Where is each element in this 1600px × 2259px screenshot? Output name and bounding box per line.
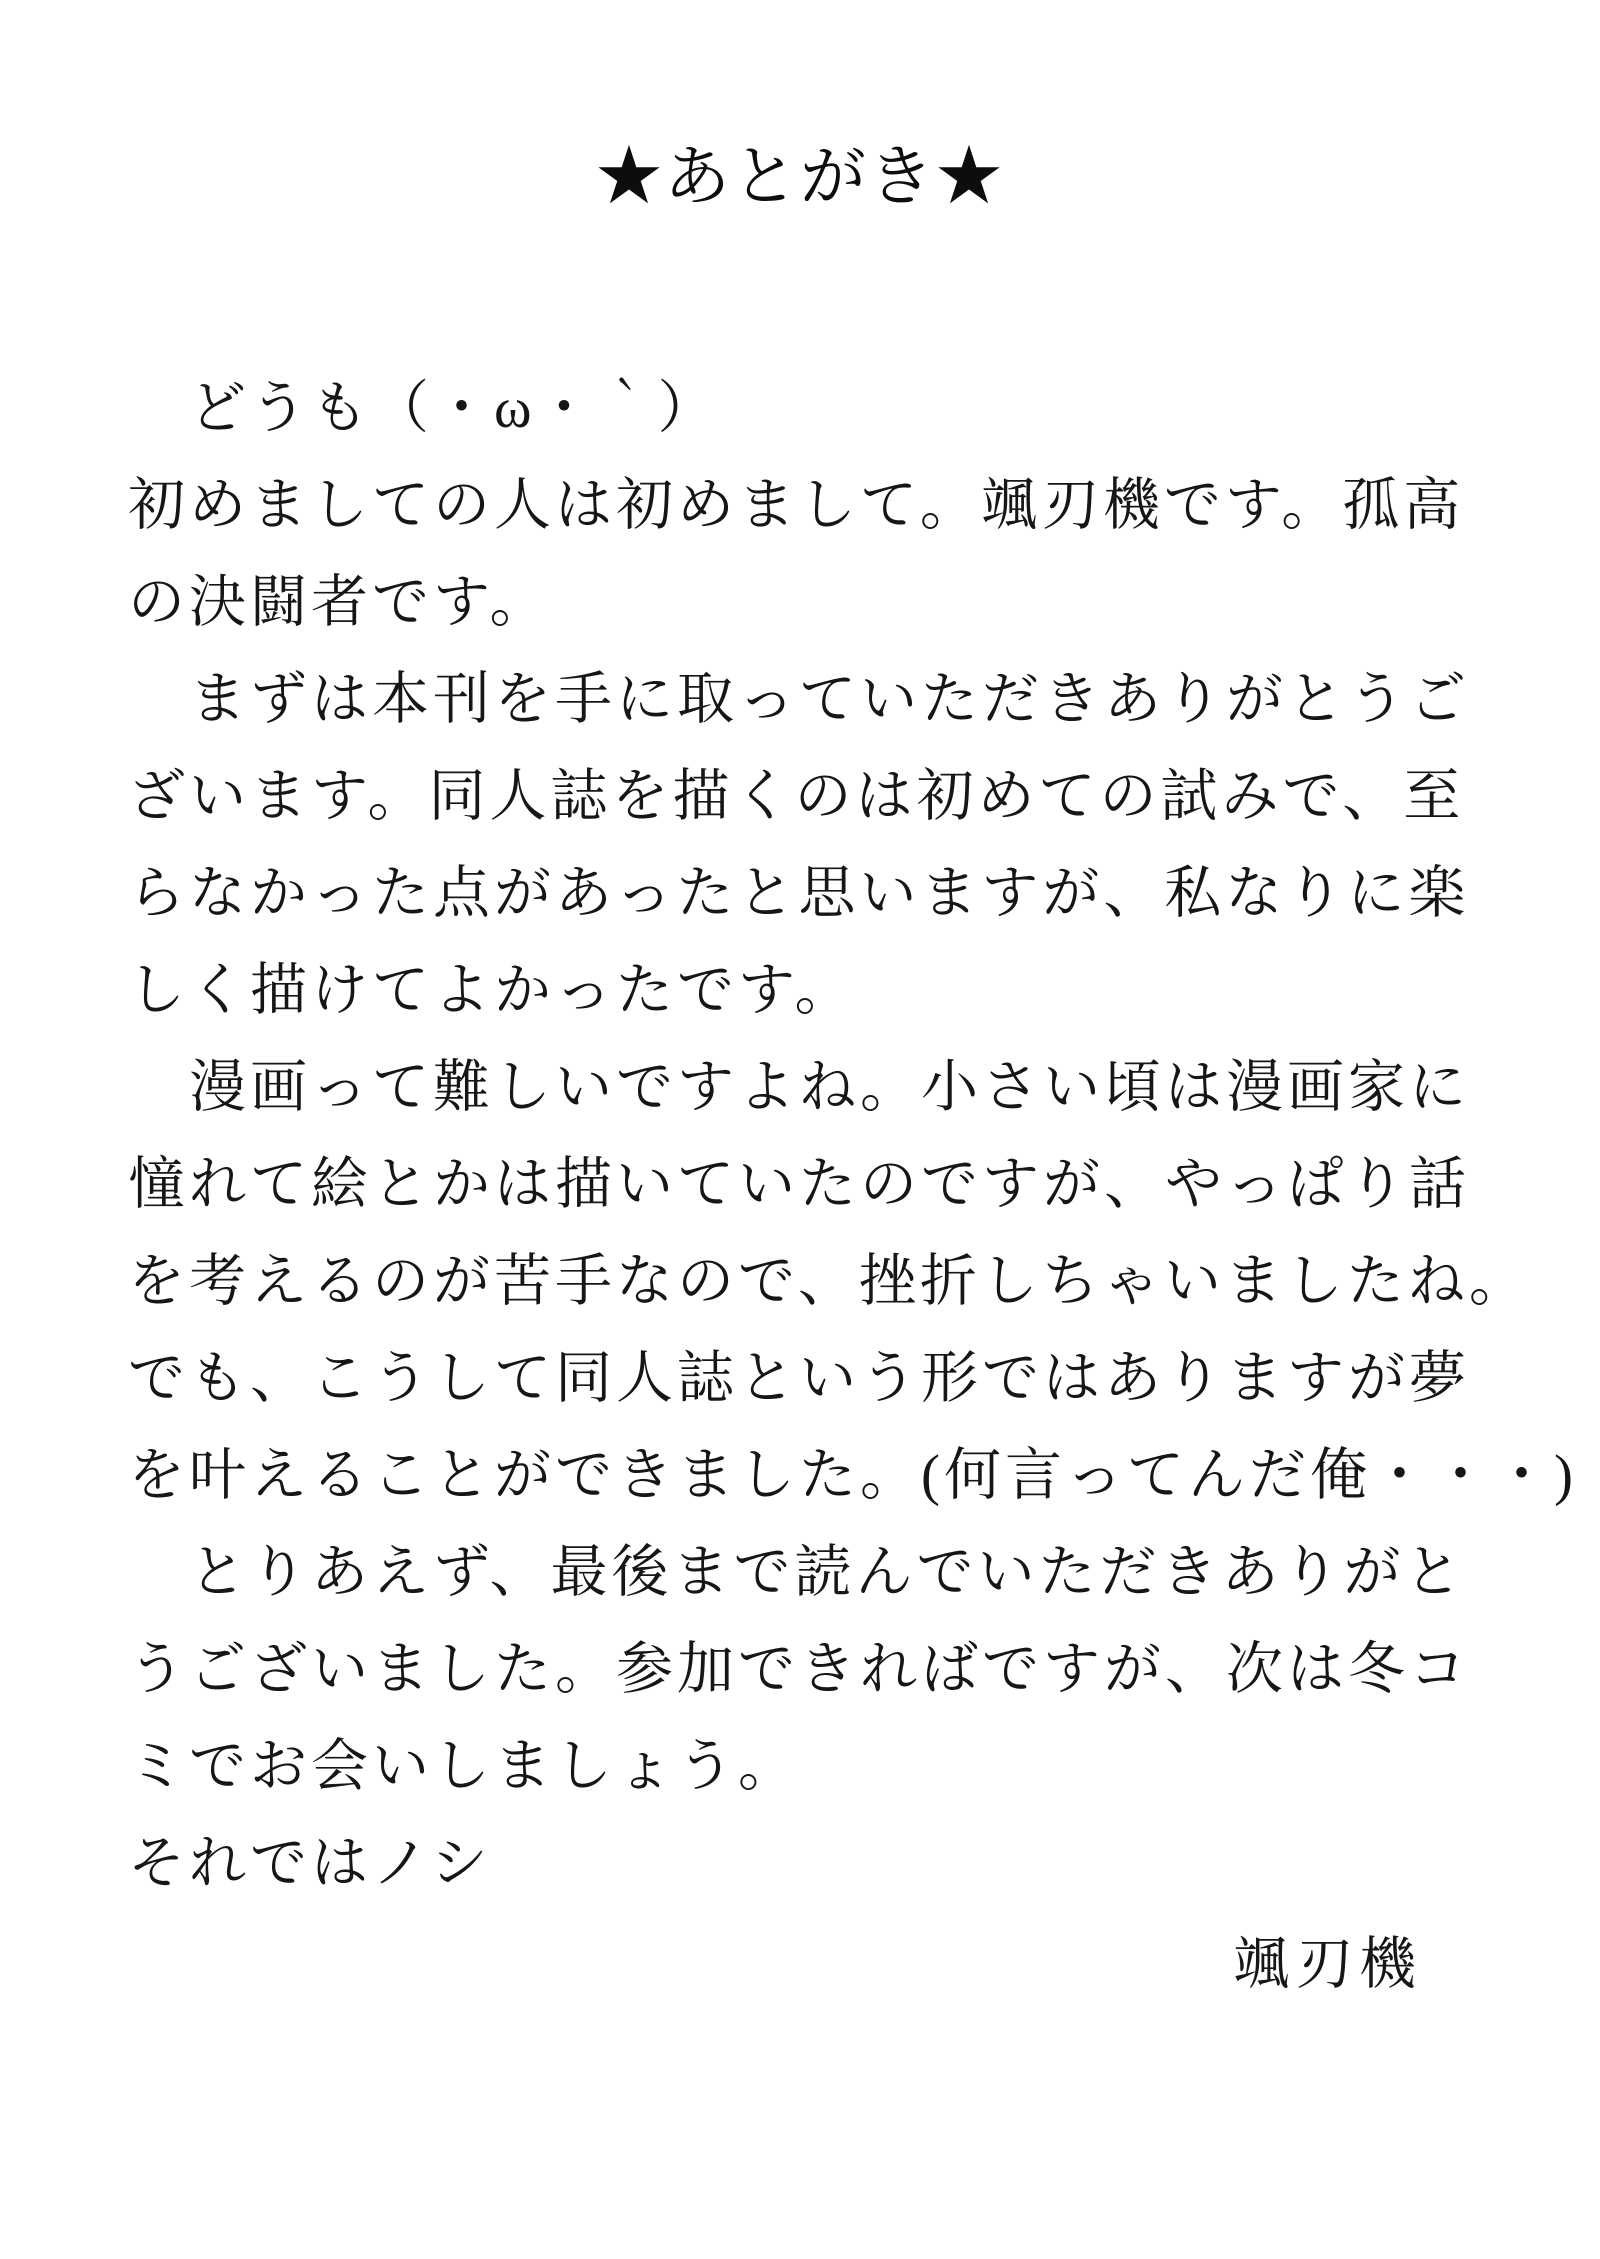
afterword-line: を叶えることができました。(何言ってんだ俺・・・) bbox=[128, 1444, 1577, 1507]
afterword-line: でも、こうして同人誌という形ではありますが夢 bbox=[128, 1347, 1470, 1410]
afterword-line: らなかった点があったと思いますが、私なりに楽 bbox=[128, 862, 1470, 925]
page-title: ★あとがき★ bbox=[596, 141, 1004, 214]
afterword-body bbox=[128, 360, 1577, 1912]
afterword-line: 漫画って難しいですよね。小さい頃は漫画家に bbox=[128, 1056, 1470, 1119]
afterword-line: うございました。参加できればですが、次は冬コ bbox=[128, 1638, 1470, 1701]
afterword-line: それではノシ bbox=[128, 1832, 492, 1895]
author-signature: 颯刃機 bbox=[1233, 1933, 1422, 1996]
afterword-line: どうも（・ω・｀） bbox=[128, 377, 719, 440]
afterword-line: ミでお会いしましょう。 bbox=[128, 1735, 799, 1798]
afterword-line: 憧れて絵とかは描いていたのですが、やっぱり話 bbox=[128, 1153, 1470, 1216]
afterword-line: 初めましての人は初めまして。颯刃機です。孤高 bbox=[128, 474, 1465, 537]
afterword-line: を考えるのが苦手なので、挫折しちゃいましたね。 bbox=[128, 1250, 1530, 1313]
afterword-line: しく描けてよかったです。 bbox=[128, 959, 856, 1022]
afterword-line: の決闘者です。 bbox=[128, 571, 551, 634]
afterword-line: とりあえず、最後まで読んでいただきありがと bbox=[128, 1541, 1466, 1604]
afterword-line: ざいます。同人誌を描くのは初めての試みで、至 bbox=[128, 765, 1465, 828]
afterword-line: まずは本刊を手に取っていただきありがとうご bbox=[128, 668, 1470, 731]
